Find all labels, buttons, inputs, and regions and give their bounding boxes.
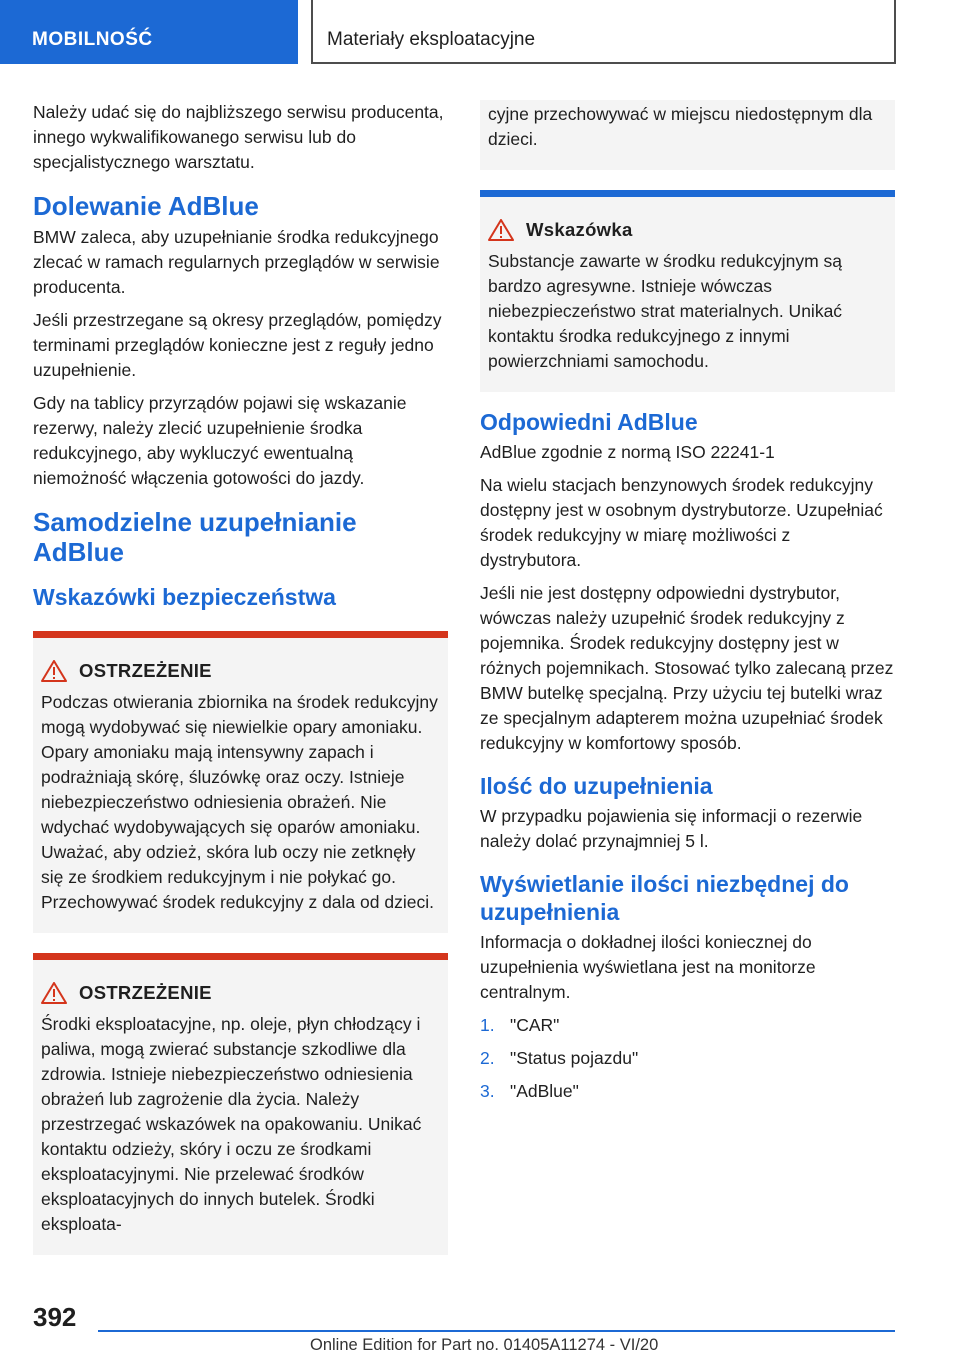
list-item xyxy=(480,1013,895,1038)
step-number: 2. xyxy=(480,1048,495,1068)
paragraph-amount: W przypadku pojawienia się informacji o rezerwie należy dolać przynajmniej 5 l. xyxy=(480,806,863,851)
step-text: "Status pojazdu" xyxy=(510,1048,639,1068)
left-column xyxy=(33,100,448,1260)
warning-text: Środki eksploatacyjne, np. oleje, płyn chłodzący i paliwa, mogą zwierać substancje szkodliwe dla zdrowia. Istnieje niebezpieczeństwo odniesienia obrażeń lub zagrożenie dla życia. Należy przestrzegać wskazówek na opakowaniu. Unikać kontaktu odzieży, skóry i oczu ze środkami eksploatacyjnymi. Nie przelewać środków eksploatacyjnych do innych butelek. Środki eksploata- xyxy=(41,1014,422,1234)
intro-paragraph: Należy udać się do najbliższego serwisu producenta, innego wykwalifikowanego serwisu lub do specjalistycznego warsztatu. xyxy=(33,102,444,172)
heading-samodzielne: Samodzielne uzupełnianie AdBlue xyxy=(33,507,357,567)
note-triangle-icon xyxy=(488,219,514,241)
section-tab: MOBILNOŚĆ xyxy=(0,0,298,64)
heading-wyswietlanie: Wyświetlanie ilości niezbędnej do uzupełnienia xyxy=(480,871,849,925)
warning-text-continued: cyjne przechowywać w miejscu niedostępnym dla dzieci. xyxy=(488,104,873,149)
step-number: 3. xyxy=(480,1081,495,1101)
right-column xyxy=(480,100,895,1260)
warning-box-ammonia xyxy=(33,631,448,933)
paragraph-display: Informacja o dokładnej ilości koniecznej do uzupełnienia wyświetlana jest na monitorze centralnym. xyxy=(480,932,816,1002)
warning-title: OSTRZEŻENIE xyxy=(79,982,212,1003)
page-header-title: Materiały eksploatacyjne xyxy=(311,0,896,64)
note-text: Substancje zawarte w środku redukcyjnym są bardzo agresywne. Istnieje wówczas niebezpieczeństwo strat materialnych. Unikać kontaktu środka redukcyjnego z innymi powierzchniami samochodu. xyxy=(488,251,843,371)
step-number: 1. xyxy=(480,1015,495,1035)
warning-triangle-icon xyxy=(41,982,67,1004)
step-text: "AdBlue" xyxy=(510,1081,579,1101)
paragraph-recommendation: BMW zaleca, aby uzupełnianie środka redukcyjnego zlecać w ramach regularnych przeglądów w serwisie producenta. xyxy=(33,227,440,297)
list-item xyxy=(480,1046,895,1071)
warning-box-fluids xyxy=(33,953,448,1255)
heading-ilosc: Ilość do uzupełnienia xyxy=(480,773,713,799)
paragraph-container: Jeśli nie jest dostępny odpowiedni dystrybutor, wówczas należy uzupełnić środek redukcyjny z pojemnika. Środek redukcyjny dostępny jest w różnych pojemnikach. Stosować tylko zalecaną przez BMW butelkę specjalną. Przy użyciu tej butelki wraz ze specjalnym adapterem można uzupełniać środek redukcyjny w komfortowy sposób. xyxy=(480,583,894,753)
warning-box-header xyxy=(41,660,440,682)
paragraph-reserve: Gdy na tablicy przyrządów pojawi się wskazanie rezerwy, należy zlecić uzupełnienie środka redukcyjnego, aby wykluczyć ewentualną niemożność włączenia gotowości do jazdy. xyxy=(33,393,407,488)
note-box xyxy=(480,190,895,392)
paragraph-stations: Na wielu stacjach benzynowych środek redukcyjny dostępny jest w osobnym dystrybutorze. Uzupełniać środek redukcyjny w miarę możliwości z dystrybutora. xyxy=(480,475,883,570)
list-item xyxy=(480,1079,895,1104)
warning-triangle-icon xyxy=(41,660,67,682)
page-number: 392 xyxy=(33,1302,77,1332)
heading-wskazowki: Wskazówki bezpieczeństwa xyxy=(33,584,336,610)
warning-text: Podczas otwierania zbiornika na środek redukcyjny mogą wydobywać się niewielkie opary amoniaku. Opary amoniaku mają intensywny zapach i podrażniają skórę, śluzówkę oraz oczy. Istnieje niebezpieczeństwo odniesienia obrażeń. Nie wdychać wydobywających się oparów amoniaku. Uważać, aby odzież, skóra lub oczy nie zetknęły się ze środkiem redukcyjnym i nie połykać go. Przechowywać środek redukcyjny z dala od dzieci. xyxy=(41,692,438,912)
footer-edition: Online Edition for Part no. 01405A11274 - VI/20 xyxy=(310,1336,659,1354)
warning-box-header xyxy=(41,982,440,1004)
steps-list xyxy=(480,1013,895,1104)
step-text: "CAR" xyxy=(510,1015,560,1035)
paragraph-intervals: Jeśli przestrzegane są okresy przeglądów, pomiędzy terminami przeglądów konieczne jest z reguły jedno uzupełnienie. xyxy=(33,310,442,380)
heading-odpowiedni: Odpowiedni AdBlue xyxy=(480,409,698,435)
warning-title: OSTRZEŻENIE xyxy=(79,660,212,681)
warning-box-continuation xyxy=(480,100,895,170)
note-title: Wskazówka xyxy=(526,219,633,240)
paragraph-norm: AdBlue zgodnie z normą ISO 22241-1 xyxy=(480,442,775,462)
footer-divider xyxy=(98,1330,895,1332)
heading-dolewanie: Dolewanie AdBlue xyxy=(33,191,259,221)
note-box-header xyxy=(488,219,887,241)
